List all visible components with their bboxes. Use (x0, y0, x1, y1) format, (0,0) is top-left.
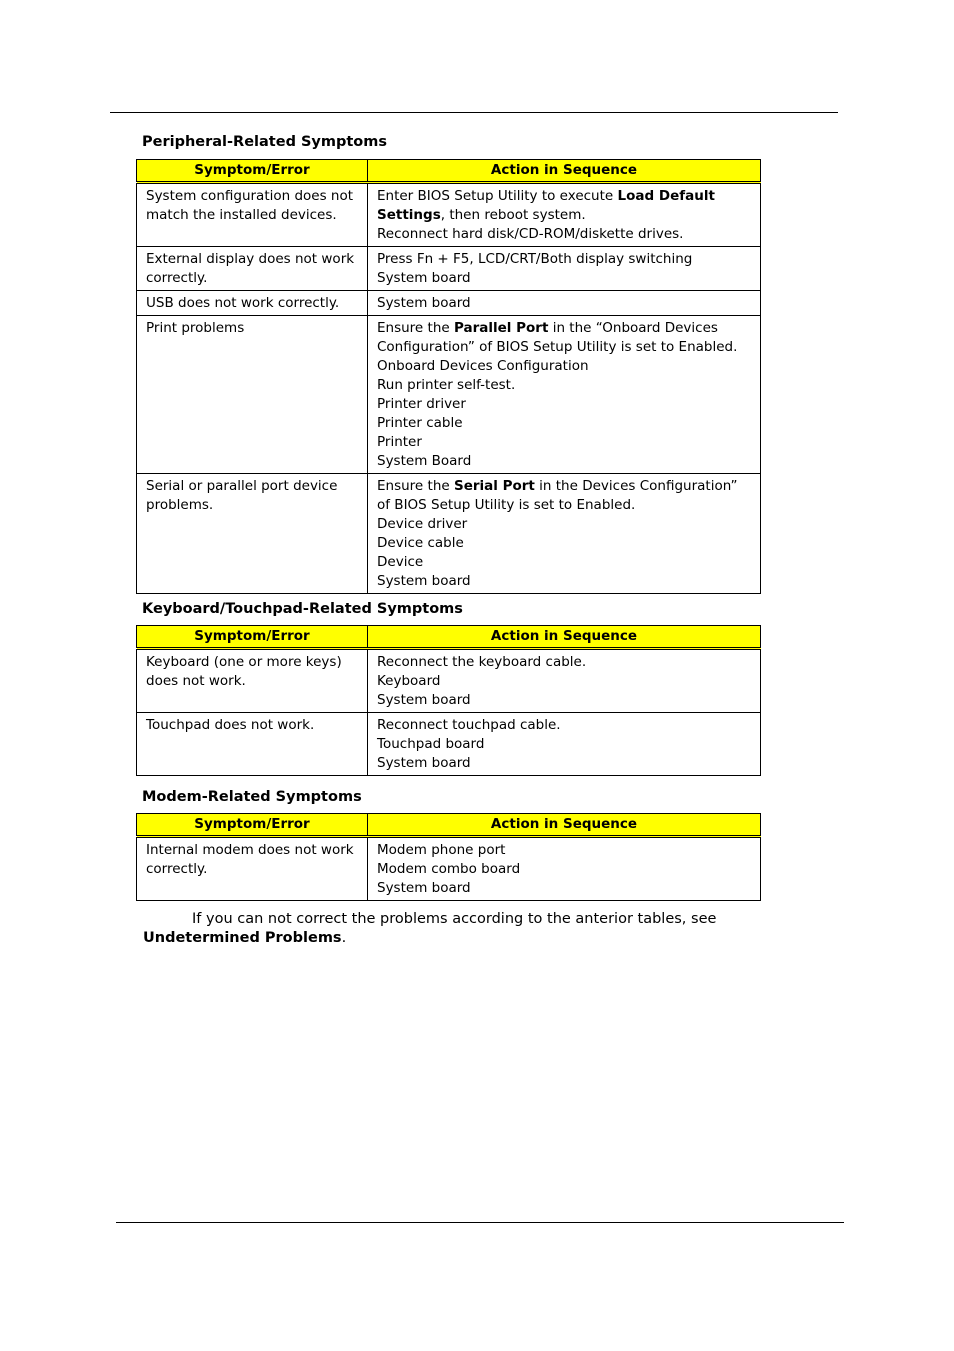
section-title-peripheral: Peripheral-Related Symptoms (142, 134, 388, 150)
section-title-modem: Modem-Related Symptoms (142, 789, 362, 805)
action-line: Press Fn + F5, LCD/CRT/Both display switching (377, 251, 693, 267)
action-text: Enter BIOS Setup Utility to execute (377, 188, 618, 204)
action-line: Onboard Devices Configuration (377, 358, 589, 374)
action-line: Run printer self-test. (377, 377, 516, 393)
action-line: System board (377, 692, 471, 708)
action-line: System board (377, 755, 471, 771)
action-line: System Board (377, 453, 472, 469)
action-line: System board (377, 573, 471, 589)
symptom-cell: Keyboard (one or more keys) does not work. (137, 649, 368, 713)
modem-table (136, 813, 761, 901)
undetermined-problems-reference: Undetermined Problems (143, 930, 342, 946)
action-line (377, 319, 754, 357)
action-bold-term: Parallel Port (453, 320, 549, 336)
table-row (137, 474, 761, 594)
action-line: Printer driver (377, 396, 466, 412)
header-action: Action in Sequence (368, 160, 761, 183)
keyboard-table (136, 625, 761, 776)
action-cell (368, 713, 761, 776)
closing-end: . (341, 930, 347, 946)
table-row (137, 316, 761, 474)
table-row (137, 247, 761, 291)
header-symptom: Symptom/Error (137, 160, 368, 183)
action-cell (368, 291, 761, 316)
action-cell (368, 649, 761, 713)
action-text: Ensure the (377, 478, 454, 494)
peripheral-table (136, 159, 761, 594)
action-line: System board (377, 270, 471, 286)
action-line: Printer (377, 434, 422, 450)
action-text: in the Devices Configuration” of BIOS Setup Utility is set to Enabled. (377, 478, 738, 513)
symptom-cell: Serial or parallel port device problems. (137, 474, 368, 594)
table-header-row (137, 160, 761, 183)
table-row (137, 713, 761, 776)
symptom-cell: USB does not work correctly. (137, 291, 368, 316)
action-cell (368, 837, 761, 901)
action-bold-term: Load Default Settings (377, 188, 715, 223)
table-header-row (137, 626, 761, 649)
header-action: Action in Sequence (368, 626, 761, 649)
symptom-cell: Print problems (137, 316, 368, 474)
closing-text: If you can not correct the problems according to the anterior tables, see (192, 911, 717, 927)
header-action: Action in Sequence (368, 814, 761, 837)
action-line: Keyboard (377, 673, 441, 689)
header-rule (110, 112, 838, 113)
action-cell (368, 247, 761, 291)
header-symptom: Symptom/Error (137, 626, 368, 649)
action-cell (368, 183, 761, 247)
table-row (137, 649, 761, 713)
action-cell (368, 316, 761, 474)
table-row (137, 183, 761, 247)
action-bold-term: Serial Port (453, 478, 535, 494)
symptom-cell: Touchpad does not work. (137, 713, 368, 776)
closing-paragraph (143, 910, 803, 948)
symptom-cell: External display does not work correctly. (137, 247, 368, 291)
symptom-cell: Internal modem does not work correctly. (137, 837, 368, 901)
action-line: Device driver (377, 516, 468, 532)
action-line: Reconnect the keyboard cable. (377, 654, 587, 670)
action-line (377, 187, 754, 225)
action-text: , then reboot system. (440, 207, 586, 223)
action-cell (368, 474, 761, 594)
action-line: System board (377, 880, 471, 896)
action-line: Printer cable (377, 415, 463, 431)
action-line: Reconnect hard disk/CD-ROM/diskette drives. (377, 226, 684, 242)
action-line: Reconnect touchpad cable. (377, 717, 561, 733)
action-line: Device cable (377, 535, 464, 551)
action-line (377, 477, 754, 515)
action-text: Ensure the (377, 320, 454, 336)
action-line: Modem phone port (377, 842, 506, 858)
table-header-row (137, 814, 761, 837)
section-title-keyboard: Keyboard/Touchpad-Related Symptoms (142, 601, 463, 617)
action-line: Modem combo board (377, 861, 521, 877)
footer-rule (116, 1222, 844, 1223)
action-text: in the “Onboard Devices Configuration” of BIOS Setup Utility is set to Enabled. (377, 320, 738, 355)
header-symptom: Symptom/Error (137, 814, 368, 837)
table-row (137, 837, 761, 901)
table-row (137, 291, 761, 316)
action-line: Device (377, 554, 424, 570)
symptom-cell: System configuration does not match the installed devices. (137, 183, 368, 247)
action-line: System board (377, 295, 471, 311)
action-line: Touchpad board (377, 736, 485, 752)
